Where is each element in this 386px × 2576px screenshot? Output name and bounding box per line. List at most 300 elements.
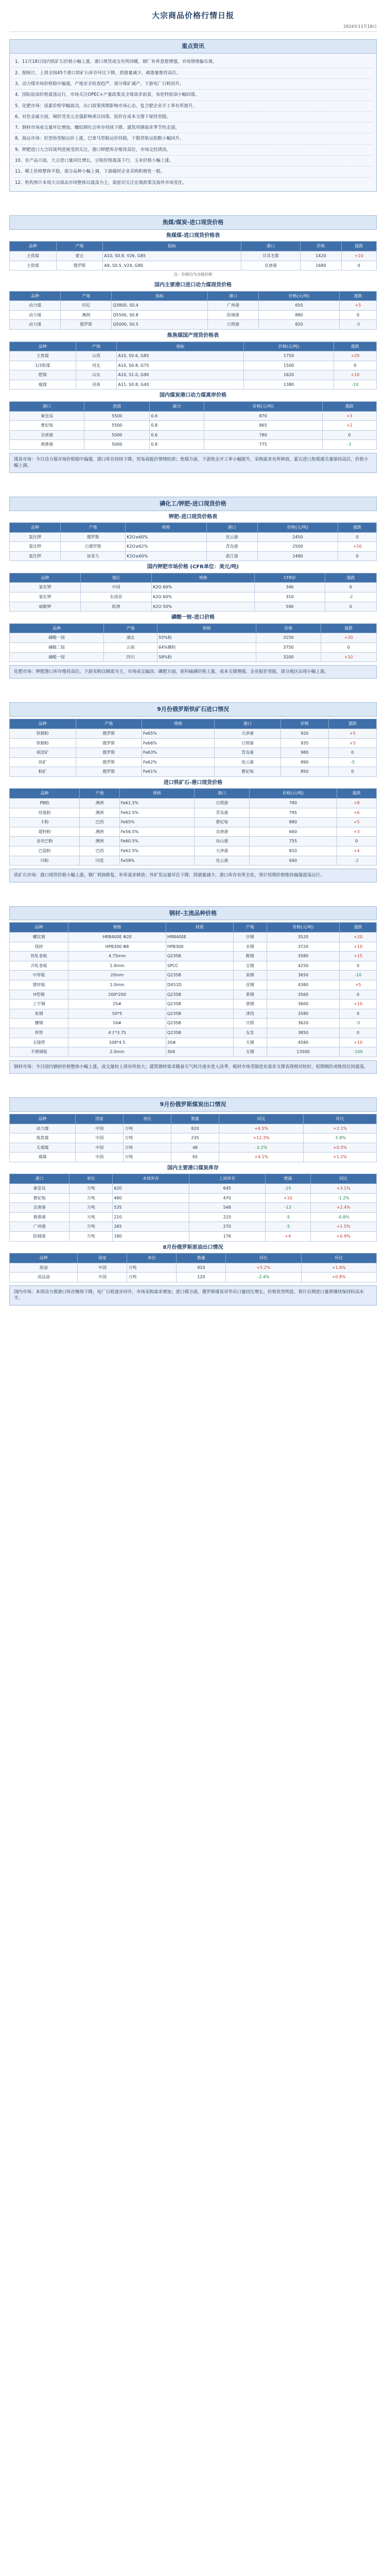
table-row bbox=[10, 1038, 377, 1047]
table-cell: 万吨 bbox=[127, 1263, 177, 1273]
table-cell: Q5000, S0.5 bbox=[112, 320, 208, 330]
table-cell: Fe65% bbox=[142, 728, 215, 738]
column-header: 涨跌 bbox=[328, 719, 376, 729]
table-row bbox=[10, 748, 377, 758]
column-header: 品种 bbox=[10, 242, 57, 251]
news-title: 重点资讯 bbox=[9, 39, 377, 54]
table-cell: 连云港 bbox=[195, 856, 250, 866]
table-cell: 5500 bbox=[84, 421, 150, 431]
table-cell: 线材 bbox=[10, 942, 68, 952]
table-cell: 肥煤 bbox=[10, 370, 76, 380]
table-cell: 云南 bbox=[104, 642, 157, 652]
column-header: 指标 bbox=[117, 342, 244, 351]
table-header-row bbox=[10, 1253, 377, 1263]
table-cell: Fe62% bbox=[142, 757, 215, 767]
table-row bbox=[10, 440, 377, 450]
table-cell: 连云港 bbox=[215, 757, 281, 767]
table-cell: 岚山港 bbox=[195, 837, 250, 846]
table-cell: 东南亚 bbox=[81, 592, 152, 602]
table-cell: 印度 bbox=[80, 856, 119, 866]
table-row bbox=[10, 411, 377, 421]
table-header-row bbox=[10, 342, 377, 351]
table-cell: 欧洲 bbox=[81, 602, 152, 612]
table-cell: 5000 bbox=[84, 430, 150, 440]
table-cell: +3.1% bbox=[310, 1184, 376, 1194]
table-cell: +3 bbox=[322, 411, 376, 421]
table-cell: +5 bbox=[328, 738, 376, 748]
column-header: 品种 bbox=[10, 1114, 76, 1124]
table-cell: -3.2% bbox=[219, 1143, 304, 1153]
table-cell: +1.2% bbox=[304, 1153, 377, 1162]
table-cell: 广州港 bbox=[10, 1222, 69, 1232]
table-row bbox=[10, 261, 377, 270]
table-cell: 20mm bbox=[68, 971, 166, 980]
column-header: 国家 bbox=[76, 1114, 124, 1124]
table-row bbox=[10, 430, 377, 440]
table-cell: 1.0mm bbox=[68, 980, 166, 990]
table-row bbox=[10, 320, 377, 330]
table-cell: 780 bbox=[250, 799, 337, 808]
table-cell: +2.1% bbox=[304, 1124, 377, 1133]
column-header: 价格(元/吨) bbox=[204, 401, 322, 411]
table-cell: 880 bbox=[259, 310, 340, 320]
table-cell: 巴西 bbox=[80, 818, 119, 827]
table-cell: 0 bbox=[325, 602, 376, 612]
table-row bbox=[10, 999, 377, 1009]
table-cell: 346 bbox=[255, 583, 325, 592]
coal-section bbox=[9, 215, 377, 473]
table-cell: 主焦煤 bbox=[10, 351, 76, 361]
table-row bbox=[10, 652, 377, 662]
table-cell: 4寸*3.75 bbox=[68, 1028, 166, 1038]
table-cell: 原油 bbox=[10, 1263, 78, 1273]
table-cell: 河南 bbox=[76, 380, 117, 389]
table-header-row bbox=[10, 291, 377, 301]
column-header: 硫分 bbox=[150, 401, 204, 411]
fert-title: 磷化工/钾肥-进口现货价格 bbox=[9, 497, 377, 511]
table-cell: 180 bbox=[113, 1232, 189, 1242]
column-header: 品种 bbox=[10, 719, 76, 729]
fert-table3-title: 磷酸一铵-进口价格 bbox=[171, 615, 215, 621]
news-item: 9、钾肥进口大合同谈判进展受到关注，港口钾肥库存维持高位，市场交投清淡。 bbox=[14, 145, 372, 156]
table-cell: 1620 bbox=[244, 370, 334, 380]
table-cell: 3620 bbox=[267, 1019, 340, 1028]
table-row bbox=[10, 1184, 377, 1194]
table-row bbox=[10, 1273, 377, 1282]
table-cell: -10 bbox=[334, 380, 376, 389]
table-cell: 防城港 bbox=[10, 1232, 69, 1242]
column-header: 增减 bbox=[265, 1174, 310, 1184]
table-cell: Q235B bbox=[166, 999, 233, 1009]
table-cell: 澳洲 bbox=[80, 799, 119, 808]
doc-date: 2024年11月18日 bbox=[343, 24, 377, 29]
column-header: 港口 bbox=[207, 291, 258, 301]
table-cell: 1380 bbox=[244, 380, 334, 389]
column-header: 产地 bbox=[80, 789, 119, 799]
table-header-row bbox=[10, 923, 377, 933]
table-row bbox=[10, 757, 377, 767]
column-header: 规格 bbox=[68, 923, 166, 933]
table-cell: +4 bbox=[265, 1232, 310, 1242]
table-cell: +5 bbox=[340, 301, 377, 311]
table-row bbox=[10, 856, 377, 866]
ore-section bbox=[9, 702, 377, 882]
table-cell: 0 bbox=[340, 1028, 377, 1038]
table-cell: 645 bbox=[189, 1184, 265, 1194]
coal-note: 注：价格均为含税价格 bbox=[173, 272, 213, 277]
table-cell: 动力煤 bbox=[10, 301, 61, 311]
table-cell: 270 bbox=[189, 1222, 265, 1232]
table-cell: A10, S0.8, V26, G85 bbox=[103, 251, 241, 261]
news-item: 4、国际原油价格震荡运行，市场关注OPEC+产量政策及全球需求前景，布伦特原油小幅回落。 bbox=[14, 90, 372, 100]
table-cell: 0 bbox=[322, 430, 376, 440]
table-row bbox=[10, 1124, 377, 1133]
table-cell: Fe60.5% bbox=[119, 837, 195, 846]
table-cell: 470 bbox=[189, 1193, 265, 1203]
table-cell: 660 bbox=[250, 827, 337, 837]
doc-header bbox=[9, 5, 377, 32]
news-item: 3、动力煤市场价格稳中偏强，产地安全检查趋严，部分煤矿减产，下游电厂日耗回升。 bbox=[14, 79, 372, 90]
table-cell: 235 bbox=[171, 1133, 219, 1143]
column-header: 产地 bbox=[56, 242, 103, 251]
table-cell: 动力煤 bbox=[10, 310, 61, 320]
table-cell: 4580 bbox=[267, 1038, 340, 1047]
table-cell: 810 bbox=[250, 846, 337, 856]
table-cell: 3560 bbox=[267, 990, 340, 999]
table-cell: +10 bbox=[265, 1193, 310, 1203]
table-cell: 310 bbox=[255, 592, 325, 602]
table-cell: -2.4% bbox=[226, 1273, 301, 1282]
table-cell: 炼焦煤 bbox=[10, 1133, 76, 1143]
column-header: 同比 bbox=[226, 1253, 301, 1263]
table-cell: -1.2% bbox=[310, 1193, 376, 1203]
table-cell: 480 bbox=[113, 1193, 189, 1203]
table-cell: 中国 bbox=[78, 1263, 127, 1273]
table-cell: 3580 bbox=[267, 1009, 340, 1019]
column-header: 价格(元/吨) bbox=[244, 342, 334, 351]
table-cell: 鞍钢 bbox=[233, 952, 267, 961]
table-cell: 镀锌板 bbox=[10, 980, 68, 990]
coal-comment: 煤炭市场：今日动力煤市场价格稳中偏强，港口库存持续下降，贸易商挺价情绪较浓；焦煤方面，下游焦企开工率小幅提升，采购需求有所释放，蒙古进口焦煤通关量保持高位，价格小幅上调。 bbox=[9, 453, 377, 473]
table-header-row bbox=[10, 573, 377, 583]
column-header: 上周库存 bbox=[189, 1174, 265, 1184]
table-cell: 黄骅港 bbox=[10, 440, 84, 450]
table-row bbox=[10, 1203, 377, 1213]
column-header: 港口 bbox=[215, 719, 281, 729]
table-row bbox=[10, 952, 377, 961]
column-header: 价格(元/吨) bbox=[259, 291, 340, 301]
table-cell: 0.6 bbox=[150, 430, 204, 440]
table-header-row bbox=[10, 719, 377, 729]
table-cell: 京唐港 bbox=[10, 1203, 69, 1213]
column-header: 价格(元/吨) bbox=[267, 923, 340, 933]
column-header: 同比 bbox=[219, 1114, 304, 1124]
table-row bbox=[10, 602, 377, 612]
table-cell: Q235B bbox=[166, 971, 233, 980]
column-header: 产地 bbox=[60, 523, 125, 533]
table-row bbox=[10, 818, 377, 827]
table-cell: 曹妃甸 bbox=[215, 767, 281, 777]
table-cell: 成品油 bbox=[10, 1273, 78, 1282]
coal-table2-title: 国内主要港口进口动力煤现货价格 bbox=[154, 282, 232, 289]
table-row bbox=[10, 1263, 377, 1273]
table-row bbox=[10, 361, 377, 370]
table-cell: 780 bbox=[204, 430, 322, 440]
table-cell: 焊管 bbox=[10, 1028, 68, 1038]
table-cell: 870 bbox=[204, 411, 322, 421]
table-row bbox=[10, 421, 377, 431]
table-cell: +10 bbox=[338, 542, 377, 552]
table-cell: 3600 bbox=[267, 999, 340, 1009]
table-cell: 京唐港 bbox=[10, 430, 84, 440]
table-cell: +4 bbox=[337, 846, 376, 856]
table-cell: 角钢 bbox=[10, 1009, 68, 1019]
table-row bbox=[10, 310, 377, 320]
table-cell: 万吨 bbox=[69, 1232, 113, 1242]
table-cell: Fe61% bbox=[142, 767, 215, 777]
table-row bbox=[10, 251, 377, 261]
news-item: 2、据统计，上周全国45个港口铁矿石库存环比下降，到港量减少，疏港量维持高位。 bbox=[14, 68, 372, 79]
table-cell: Fe61.5% bbox=[119, 799, 195, 808]
table-cell: 3200 bbox=[256, 652, 321, 662]
table-cell: 20# bbox=[166, 1038, 233, 1047]
table-cell: 京唐港 bbox=[195, 827, 250, 837]
table-cell: 永钢 bbox=[233, 942, 267, 952]
table-cell: A10, S0.6, G85 bbox=[117, 351, 244, 361]
table-cell: 3720 bbox=[267, 942, 340, 952]
table-cell: 俄罗斯 bbox=[76, 767, 142, 777]
table-cell: -2 bbox=[325, 592, 376, 602]
rus-comment: 国内市场：本周动力煤港口库存继续下降，电厂日耗逐步回升，市场采购需求增加；进口煤方面，俄罗斯煤炭对华出口量同比增长，价格优势明显，预计后期进口量将继续保持较高水平。 bbox=[9, 1285, 377, 1306]
table-cell: 河北 bbox=[76, 361, 117, 370]
table-cell: 山东 bbox=[76, 370, 117, 380]
table-cell: 青岛港 bbox=[195, 808, 250, 818]
table-cell: +20 bbox=[321, 633, 376, 643]
table-cell: 4250 bbox=[267, 961, 340, 971]
table-cell: 690 bbox=[250, 856, 337, 866]
column-header: 产地 bbox=[104, 623, 157, 633]
table-row bbox=[10, 532, 377, 542]
table-cell: -5 bbox=[265, 1212, 310, 1222]
table-cell: +15 bbox=[340, 952, 377, 961]
table-cell: 日照港 bbox=[215, 738, 281, 748]
column-header: 品种 bbox=[10, 623, 104, 633]
table-cell: Q5500, S0.8 bbox=[112, 310, 208, 320]
table-cell: 澳洲 bbox=[80, 837, 119, 846]
table-cell: +0.8% bbox=[301, 1273, 376, 1282]
table-cell: 3520 bbox=[267, 933, 340, 942]
table-cell: 澳洲 bbox=[80, 827, 119, 837]
column-header: 规格 bbox=[157, 623, 256, 633]
table-header-row bbox=[10, 523, 377, 533]
table-cell: 冷轧卷板 bbox=[10, 961, 68, 971]
table-cell: 黄骅港 bbox=[10, 1212, 69, 1222]
table-cell: +0.9% bbox=[310, 1232, 376, 1242]
table-row bbox=[10, 1028, 377, 1038]
table-cell: HPB300 Φ8 bbox=[68, 942, 166, 952]
column-header: 地区 bbox=[81, 573, 152, 583]
table-row bbox=[10, 351, 377, 361]
table-cell: 氯化钾 bbox=[10, 532, 61, 542]
table-cell: 万吨 bbox=[69, 1222, 113, 1232]
table-cell: +8 bbox=[337, 799, 376, 808]
table-cell: 980 bbox=[280, 748, 328, 758]
table-cell: A11, S0.8, G40 bbox=[117, 380, 244, 389]
table-cell: 莱钢 bbox=[233, 990, 267, 999]
table-header-row bbox=[10, 1114, 377, 1124]
table-cell: 1/3焦煤 bbox=[10, 361, 76, 370]
table-cell: 0 bbox=[341, 261, 376, 270]
table-cell: +10 bbox=[340, 942, 377, 952]
column-header: 规格 bbox=[119, 789, 195, 799]
table-row bbox=[10, 1232, 377, 1242]
table-cell: 粉矿 bbox=[10, 767, 76, 777]
table-row bbox=[10, 808, 377, 818]
coal-table2 bbox=[9, 291, 377, 330]
table-cell: 0 bbox=[325, 583, 376, 592]
table-cell: 氯化钾 bbox=[10, 583, 81, 592]
table-cell: +10 bbox=[340, 999, 377, 1009]
table-cell: 58%粉 bbox=[157, 652, 256, 662]
coal-table3-title: 炼焦煤国产现货价格表 bbox=[167, 333, 219, 338]
table-cell: 澳洲 bbox=[80, 808, 119, 818]
table-cell: 3850 bbox=[267, 1028, 340, 1038]
table-cell: 主焦煤 bbox=[10, 251, 57, 261]
table-cell: A10, S0.8, G75 bbox=[117, 361, 244, 370]
table-cell: 工字钢 bbox=[10, 999, 68, 1009]
table-row bbox=[10, 380, 377, 389]
column-header: 产地 bbox=[233, 923, 267, 933]
table-cell: 天钢 bbox=[233, 1038, 267, 1047]
table-cell: 65 bbox=[171, 1153, 219, 1162]
table-row bbox=[10, 633, 377, 643]
table-cell: 槽钢 bbox=[10, 1019, 68, 1028]
table-header-row bbox=[10, 1174, 377, 1184]
column-header: 涨跌 bbox=[322, 401, 376, 411]
table-cell: 青岛港 bbox=[215, 748, 281, 758]
column-header: 规格 bbox=[126, 523, 206, 533]
table-cell: +5 bbox=[340, 980, 377, 990]
table-cell: 瘦煤 bbox=[10, 380, 76, 389]
fert-table1-title: 钾肥-进口现货价格表 bbox=[168, 514, 218, 520]
table-cell: 四川 bbox=[104, 652, 157, 662]
table-cell: 850 bbox=[280, 767, 328, 777]
table-cell: 印粉 bbox=[10, 856, 80, 866]
table-cell: 920 bbox=[280, 728, 328, 738]
column-header: 单位 bbox=[69, 1174, 113, 1184]
table-cell: +12.3% bbox=[219, 1133, 304, 1143]
news-list bbox=[9, 54, 377, 192]
column-header: 价格 bbox=[280, 719, 328, 729]
table-cell: 天津港 bbox=[195, 846, 250, 856]
table-cell: 纽曼粉 bbox=[10, 808, 80, 818]
table-cell: 动力煤 bbox=[10, 320, 61, 330]
table-cell: 不锈钢板 bbox=[10, 1047, 68, 1057]
table-cell: 0 bbox=[338, 532, 377, 542]
table-cell: 中国 bbox=[81, 583, 152, 592]
table-cell: 日照 bbox=[233, 1019, 267, 1028]
table-cell: HRB400E bbox=[166, 933, 233, 942]
table-row bbox=[10, 1143, 377, 1153]
table-cell: +10 bbox=[341, 251, 376, 261]
table-cell: 590 bbox=[255, 602, 325, 612]
table-cell: K2O≥60% bbox=[126, 532, 206, 542]
table-row bbox=[10, 799, 377, 808]
table-cell: 2450 bbox=[257, 532, 338, 542]
table-cell: 京唐港 bbox=[241, 261, 301, 270]
ore-title: 9月份俄罗斯铁矿石进口情况 bbox=[9, 702, 377, 717]
table-cell: 俄罗斯 bbox=[76, 728, 142, 738]
table-cell: 120 bbox=[177, 1273, 226, 1282]
table-cell: 1680 bbox=[301, 261, 341, 270]
table-cell: Q3800, S0.4 bbox=[112, 301, 208, 311]
doc-title: 大宗商品价格行情日报 bbox=[151, 11, 234, 20]
rus-table3 bbox=[9, 1253, 377, 1282]
table-cell: -25 bbox=[265, 1184, 310, 1194]
table-cell: 200*200 bbox=[68, 990, 166, 999]
table-cell: 块矿 bbox=[10, 757, 76, 767]
table-row bbox=[10, 990, 377, 999]
table-cell: 俄罗斯 bbox=[56, 261, 103, 270]
table-header-row bbox=[10, 401, 377, 411]
news-item: 10、农产品方面，大豆进口量同比增长，豆粕价格震荡下行，玉米价格小幅上涨。 bbox=[14, 156, 372, 166]
table-cell: HPB300 bbox=[166, 942, 233, 952]
table-cell: +1.6% bbox=[301, 1263, 376, 1273]
table-cell: 5500 bbox=[84, 411, 150, 421]
table-cell: 日照港 bbox=[195, 799, 250, 808]
rus-table2 bbox=[9, 1174, 377, 1241]
table-cell: Fe66% bbox=[142, 738, 215, 748]
column-header: 产地 bbox=[61, 291, 112, 301]
table-row bbox=[10, 583, 377, 592]
table-cell: 澳洲 bbox=[61, 310, 112, 320]
table-cell: 0 bbox=[340, 990, 377, 999]
table-cell: 2.0mm bbox=[68, 1047, 166, 1057]
table-cell: 卡粉 bbox=[10, 818, 80, 827]
table-cell: 2500 bbox=[257, 542, 338, 552]
table-cell: PB粉 bbox=[10, 799, 80, 808]
fert-table2-title: 国内钾肥市场价格 (CFR单位：美元/吨) bbox=[147, 564, 239, 570]
fert-section bbox=[9, 497, 377, 679]
table-cell: 曹妃甸 bbox=[10, 1193, 69, 1203]
table-row bbox=[10, 301, 377, 311]
table-cell: +5 bbox=[337, 818, 376, 827]
table-row bbox=[10, 1212, 377, 1222]
table-cell: 265 bbox=[113, 1222, 189, 1232]
column-header: 单位 bbox=[127, 1253, 177, 1263]
table-cell: 秦皇岛 bbox=[10, 411, 84, 421]
column-header: 材质 bbox=[166, 923, 233, 933]
table-cell: 535 bbox=[113, 1203, 189, 1213]
column-header: 港口 bbox=[10, 401, 84, 411]
table-cell: 万吨 bbox=[124, 1143, 171, 1153]
column-header: 港口 bbox=[241, 242, 301, 251]
column-header: 品种 bbox=[10, 923, 68, 933]
table-cell: 5000 bbox=[84, 440, 150, 450]
table-cell: 55%粉 bbox=[157, 633, 256, 643]
table-cell: 910 bbox=[177, 1263, 226, 1273]
coal-table3 bbox=[9, 342, 377, 390]
ore-comment: 铁矿石市场：港口现货价格小幅上涨，钢厂利润修复，补库需求释放；外矿发运量环比下降，到港量减少，港口库存有所去化，预计短期价格维持偏强震荡运行。 bbox=[9, 869, 377, 882]
table-cell: K2O 60% bbox=[152, 592, 255, 602]
table-cell: 氯化钾 bbox=[10, 542, 61, 552]
column-header: 涨跌 bbox=[321, 623, 376, 633]
rus-section bbox=[9, 1097, 377, 1305]
column-header: 涨跌 bbox=[340, 291, 377, 301]
table-cell: 加拿大 bbox=[60, 551, 125, 561]
coal-table4-title: 国内煤炭港口动力煤离岸价格 bbox=[160, 393, 226, 399]
table-row bbox=[10, 728, 377, 738]
